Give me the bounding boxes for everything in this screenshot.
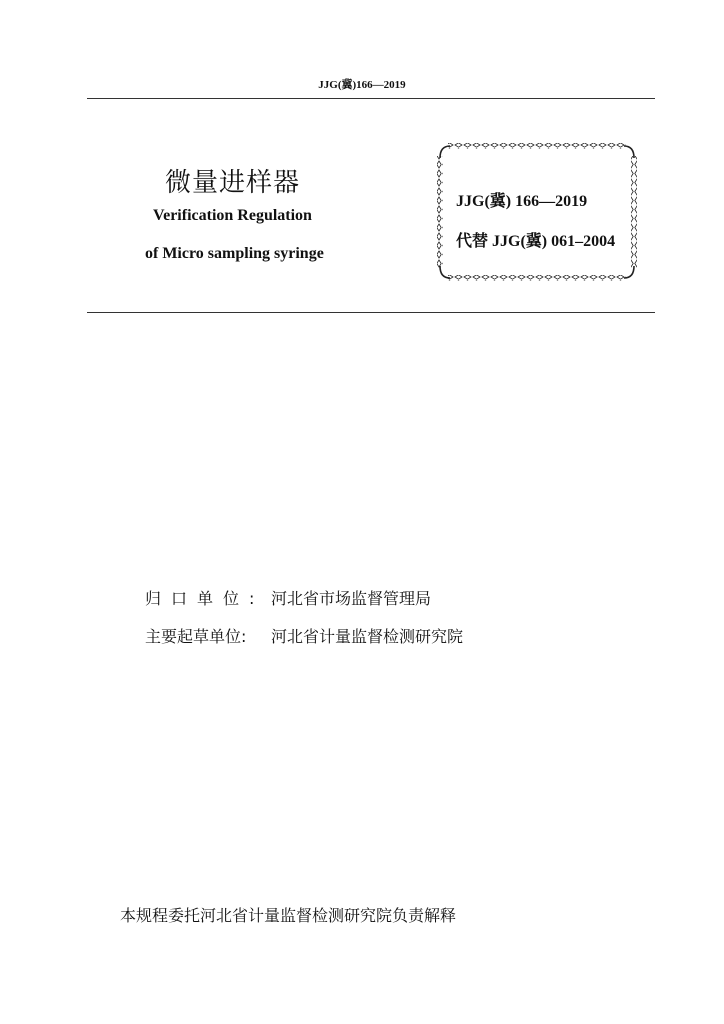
document-title-english-line2: of Micro sampling syringe: [145, 245, 324, 262]
interpretation-note: 本规程委托河北省计量监督检测研究院负责解释: [120, 908, 457, 925]
standard-code: JJG(冀) 166—2019: [456, 193, 588, 210]
decorative-border: [436, 142, 638, 282]
responsible-unit-value: 河北省市场监督管理局: [271, 589, 432, 608]
title-divider: [87, 312, 655, 313]
header-divider: [87, 98, 655, 99]
header-document-code: JJG(冀)166—2019: [318, 79, 406, 91]
standard-code-box: [436, 142, 638, 282]
responsible-unit-row: [145, 586, 431, 609]
document-title-chinese: 微量进样器: [165, 168, 301, 198]
drafting-unit-value: 河北省计量监督检测研究院: [271, 627, 464, 646]
document-title-english-line1: Verification Regulation: [153, 207, 312, 224]
drafting-unit-label: 主要起草单位:: [145, 627, 247, 646]
responsible-unit-label: 归口单位:: [145, 589, 265, 608]
replaced-standard-code: 代替 JJG(冀) 061–2004: [456, 233, 616, 250]
drafting-unit-row: [145, 624, 463, 647]
